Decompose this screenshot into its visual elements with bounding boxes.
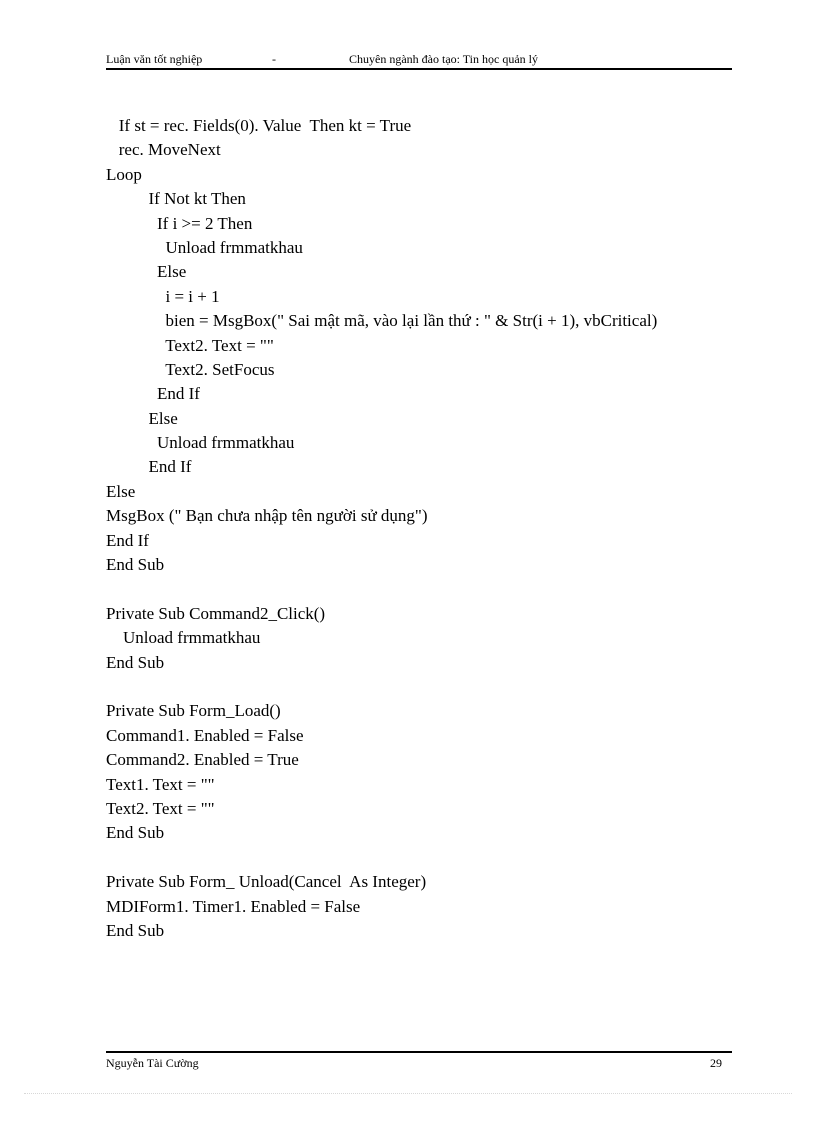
code-line: End If [106, 384, 200, 404]
code-line: Else [106, 262, 187, 282]
code-line: i = i + 1 [106, 286, 220, 306]
code-listing [106, 114, 746, 943]
code-line [106, 577, 746, 601]
code-line: Else [106, 481, 136, 501]
code-line: If i >= 2 Then [106, 213, 253, 233]
code-line: If Not kt Then [106, 189, 246, 209]
code-line: Text2. SetFocus [106, 359, 275, 379]
code-line [106, 846, 746, 870]
code-line: Text1. Text = "" [106, 774, 215, 794]
page-edge [24, 1093, 792, 1094]
code-line: End Sub [106, 823, 165, 843]
code-line: bien = MsgBox(" Sai mật mã, vào lại lần thứ : " & Str(i + 1), vbCritical) [106, 311, 658, 331]
code-line: Private Sub Form_ Unload(Cancel As Integer) [106, 872, 427, 892]
header-separator: - [272, 52, 276, 66]
code-line: Unload frmmatkhau [106, 433, 295, 453]
header-thesis-title: Luận văn tốt nghiệp [106, 52, 203, 66]
code-line: Command1. Enabled = False [106, 725, 304, 745]
footer-rule [106, 1051, 732, 1053]
code-line: Unload frmmatkhau [106, 237, 303, 257]
code-line: MDIForm1. Timer1. Enabled = False [106, 896, 361, 916]
code-line [106, 675, 746, 699]
code-line: Text2. Text = "" [106, 798, 215, 818]
code-line: MsgBox (" Bạn chưa nhập tên người sử dụng") [106, 506, 428, 526]
code-line: If st = rec. Fields(0). Value Then kt = True [106, 116, 412, 135]
code-line: End If [106, 530, 149, 550]
code-line: End Sub [106, 555, 165, 575]
code-line: Text2. Text = "" [106, 335, 274, 355]
code-line: Private Sub Form_Load() [106, 701, 281, 721]
footer-author: Nguyễn Tài Cường [106, 1056, 199, 1070]
code-line: Else [106, 408, 178, 428]
code-line: Command2. Enabled = True [106, 750, 299, 770]
code-line: End If [106, 457, 192, 477]
code-line: Unload frmmatkhau [106, 628, 261, 648]
page-number: 29 [710, 1056, 722, 1070]
code-line: rec. MoveNext [106, 140, 221, 160]
header-major: Chuyên ngành đào tạo: Tin học quản lý [349, 52, 538, 66]
code-line: End Sub [106, 920, 165, 940]
code-line: End Sub [106, 652, 165, 672]
header-rule [106, 68, 732, 70]
code-line: Private Sub Command2_Click() [106, 603, 326, 623]
code-line: Loop [106, 164, 142, 184]
